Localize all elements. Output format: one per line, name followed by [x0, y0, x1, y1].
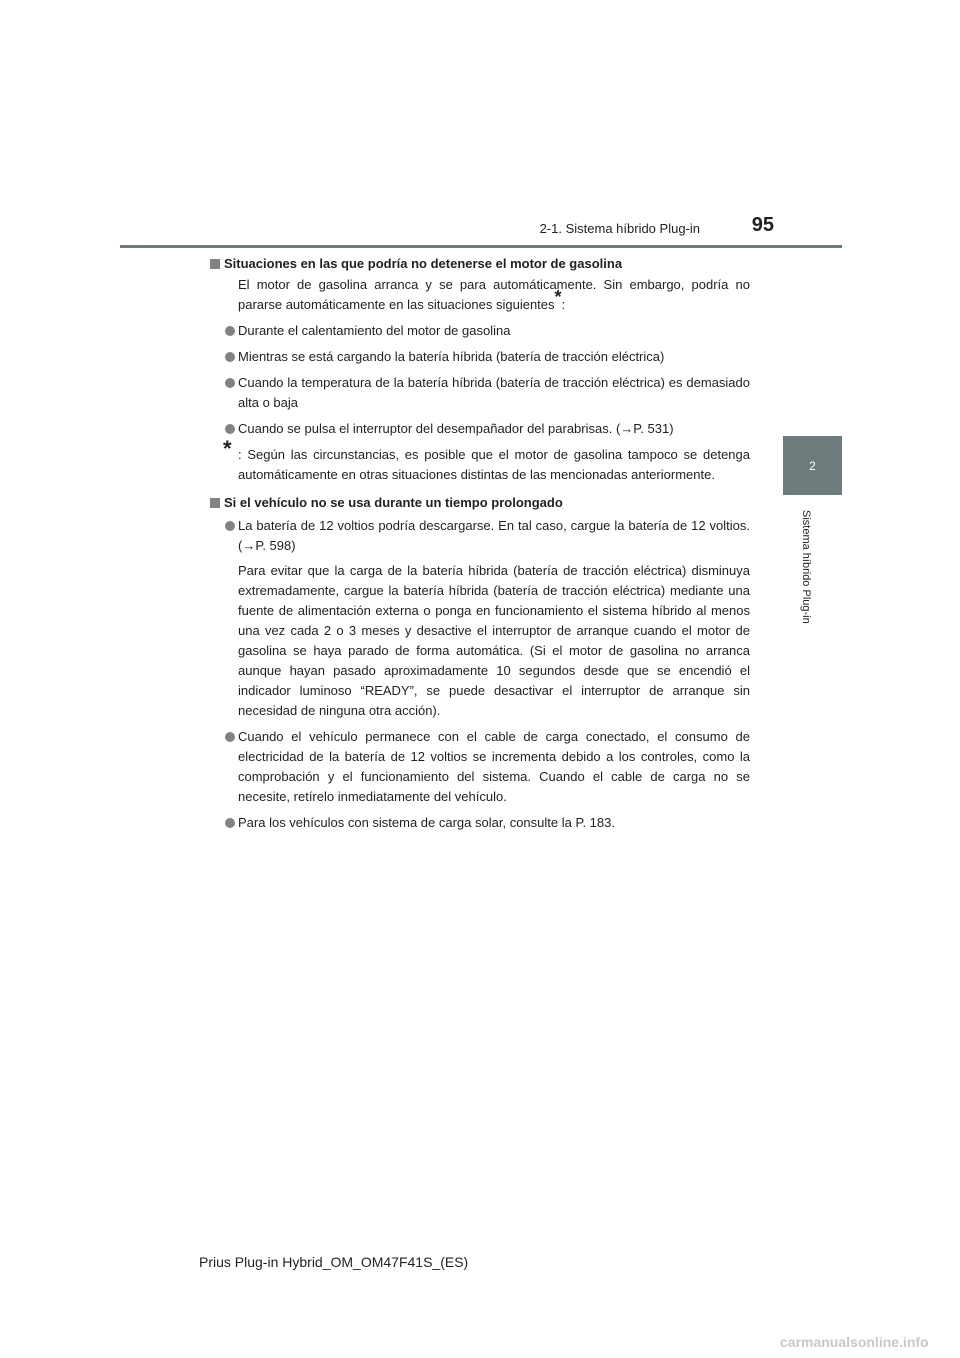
side-tab-chapter-number: 2: [783, 436, 842, 495]
footer-document-id: Prius Plug-in Hybrid_OM_OM47F41S_(ES): [199, 1254, 469, 1270]
section-heading: [210, 254, 750, 274]
round-bullet-icon: [225, 732, 235, 742]
side-tab-label: Sistema híbrido Plug-in: [800, 510, 812, 624]
footnote: [210, 436, 750, 485]
list-item-continuation: Para evitar que la carga de la batería híbrida (batería de tracción eléctrica) disminuya extremadamente, cargue la batería híbrida (batería de tracción eléctrica) mediante una fuente de alimentación externa o ponga en funcionamiento el sistema híbrido al menos una vez cada 2 o 3 meses y desactive el interruptor de arranque cuando el motor de gasolina se haya parado de forma automática. (Si el motor de gasolina no arranca aunque hayan pasado aproximadamente 10 segundos desde que se encendió el indicador luminoso “READY”, se puede desactivar el interruptor de arranque sin necesidad de ninguna otra acción).: [238, 563, 750, 718]
asterisk-icon: *: [554, 287, 562, 307]
round-bullet-icon: [225, 352, 235, 362]
square-bullet-icon: [210, 498, 220, 508]
round-bullet-icon: [225, 521, 235, 531]
list-item-text: Cuando se pulsa el interruptor del desempañador del parabrisas. (→P. 531): [238, 421, 674, 436]
watermark: carmanualsonline.info: [780, 1334, 929, 1350]
section-heading-text: Situaciones en las que podría no detenerse el motor de gasolina: [224, 256, 623, 271]
list-item: [210, 373, 750, 413]
round-bullet-icon: [225, 818, 235, 828]
round-bullet-icon: [225, 378, 235, 388]
list-item-text: Cuando el vehículo permanece con el cable de carga conectado, el consumo de electricidad de la batería de 12 voltios se incrementa debido a los controles, como la comprobación y el funcionamiento del sistema. Cuando el cable de carga no se necesite, retírelo inmediatamente del vehículo.: [238, 729, 750, 804]
round-bullet-icon: [225, 326, 235, 336]
list-item: [210, 347, 750, 367]
list-item-text: Durante el calentamiento del motor de gasolina: [238, 323, 511, 338]
square-bullet-icon: [210, 259, 220, 269]
list-item: [210, 516, 750, 556]
paragraph: [210, 275, 750, 315]
list-item: [210, 813, 750, 833]
header-section-title: 2-1. Sistema híbrido Plug-in: [539, 221, 700, 236]
list-item: [210, 419, 750, 439]
list-item-text: Para los vehículos con sistema de carga solar, consulte la P. 183.: [238, 815, 615, 830]
section-heading: [210, 493, 750, 513]
list-item-text: Cuando la temperatura de la batería híbrida (batería de tracción eléctrica) es demasiado alta o baja: [238, 375, 750, 410]
asterisk-icon: *: [223, 436, 232, 461]
round-bullet-icon: [225, 424, 235, 434]
paragraph-text: El motor de gasolina arranca y se para automáticamente. Sin embargo, podría no pararse automáticamente en las situaciones siguientes: [238, 277, 750, 312]
list-item: [210, 727, 750, 807]
footnote-text: : Según las circunstancias, es posible que el motor de gasolina tampoco se detenga automáticamente en otras situaciones distintas de las mencionadas anteriormente.: [238, 447, 750, 482]
paragraph-text: :: [561, 297, 566, 312]
header-rule: [120, 245, 842, 248]
page-content: [210, 254, 750, 833]
list-item: [210, 321, 750, 341]
list-item-text: Mientras se está cargando la batería híbrida (batería de tracción eléctrica): [238, 349, 665, 364]
page-number: 95: [751, 214, 774, 236]
list-item-text: La batería de 12 voltios podría descargarse. En tal caso, cargue la batería de 12 voltios. (→P. 598): [238, 518, 750, 553]
section-heading-text: Si el vehículo no se usa durante un tiempo prolongado: [224, 495, 563, 510]
